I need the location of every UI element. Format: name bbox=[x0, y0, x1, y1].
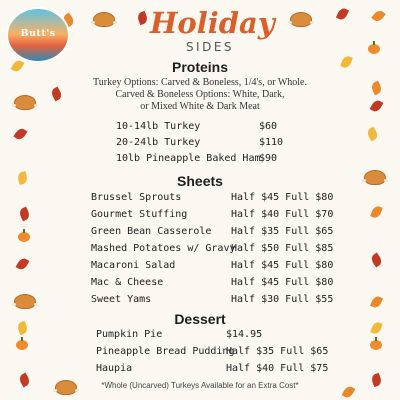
pumpkin-icon bbox=[16, 340, 28, 350]
turkey-icon bbox=[14, 294, 36, 309]
leaf-icon bbox=[13, 127, 27, 142]
leaf-icon bbox=[370, 295, 383, 310]
sheet-item-name: Macaroni Salad bbox=[91, 260, 176, 271]
dessert-item-name: Haupia bbox=[96, 363, 133, 374]
sheet-item-price: Half $30 Full $55 bbox=[231, 294, 334, 305]
leaf-icon bbox=[16, 257, 30, 272]
protein-item-name: 20-24lb Turkey bbox=[116, 137, 201, 148]
leaf-icon bbox=[370, 205, 383, 219]
protein-item-price: $60 bbox=[259, 121, 278, 132]
sheet-item-name: Mashed Potatoes w/ Gravy bbox=[91, 243, 236, 254]
dessert-item-name: Pineapple Bread Pudding bbox=[96, 346, 235, 357]
leaf-icon bbox=[366, 127, 380, 142]
protein-item-price: $110 bbox=[259, 137, 284, 148]
dessert-heading: Dessert bbox=[174, 311, 226, 327]
sheet-item-price: Half $50 Full $85 bbox=[231, 243, 334, 254]
leaf-icon bbox=[369, 253, 383, 268]
sheet-item-name: Brussel Sprouts bbox=[91, 192, 182, 203]
leaf-icon bbox=[136, 11, 149, 25]
leaf-icon bbox=[336, 7, 349, 22]
dessert-item-price: $14.95 bbox=[226, 329, 263, 340]
sheet-item-price: Half $45 Full $80 bbox=[231, 192, 334, 203]
page-subtitle: SIDES bbox=[185, 40, 235, 54]
page-title: Holiday bbox=[150, 6, 275, 40]
sheet-item-price: Half $35 Full $65 bbox=[231, 226, 334, 237]
sheets-heading: Sheets bbox=[177, 173, 223, 189]
brand-logo-text: Butt's bbox=[20, 28, 56, 39]
leaf-icon bbox=[371, 9, 386, 24]
brand-logo bbox=[6, 7, 70, 63]
dessert-item-price: Half $35 Full $65 bbox=[226, 346, 329, 357]
sheet-item-price: Half $45 Full $80 bbox=[231, 260, 334, 271]
pumpkin-icon bbox=[370, 340, 382, 350]
proteins-option-line: Carved & Boneless Options: White, Dark, bbox=[115, 89, 285, 100]
protein-item-price: $90 bbox=[259, 153, 278, 164]
turkey-icon bbox=[290, 12, 312, 27]
sheet-item-name: Gourmet Stuffing bbox=[91, 209, 188, 220]
pumpkin-icon bbox=[368, 44, 380, 54]
footnote: *Whole (Uncarved) Turkeys Available for an Extra Cost* bbox=[101, 381, 299, 390]
sheet-item-name: Sweet Yams bbox=[91, 294, 152, 305]
dessert-item-price: Half $40 Full $75 bbox=[226, 363, 329, 374]
sheet-item-name: Green Bean Casserole bbox=[91, 226, 212, 237]
protein-item-name: 10lb Pineapple Baked Ham bbox=[116, 153, 261, 164]
turkey-icon bbox=[93, 12, 115, 27]
sheet-item-price: Half $40 Full $70 bbox=[231, 209, 334, 220]
proteins-option-line: or Mixed White & Dark Meat bbox=[140, 101, 260, 112]
leaf-icon bbox=[18, 207, 31, 222]
proteins-option-line: Turkey Options: Carved & Boneless, 1/4's, or Whole. bbox=[92, 77, 307, 88]
protein-item-name: 10-14lb Turkey bbox=[116, 121, 201, 132]
dessert-item-name: Pumpkin Pie bbox=[96, 329, 163, 340]
proteins-heading: Proteins bbox=[171, 59, 228, 75]
pumpkin-icon bbox=[18, 232, 30, 242]
sheet-item-price: Half $45 Full $80 bbox=[231, 277, 334, 288]
sheet-item-name: Mac & Cheese bbox=[91, 277, 164, 288]
